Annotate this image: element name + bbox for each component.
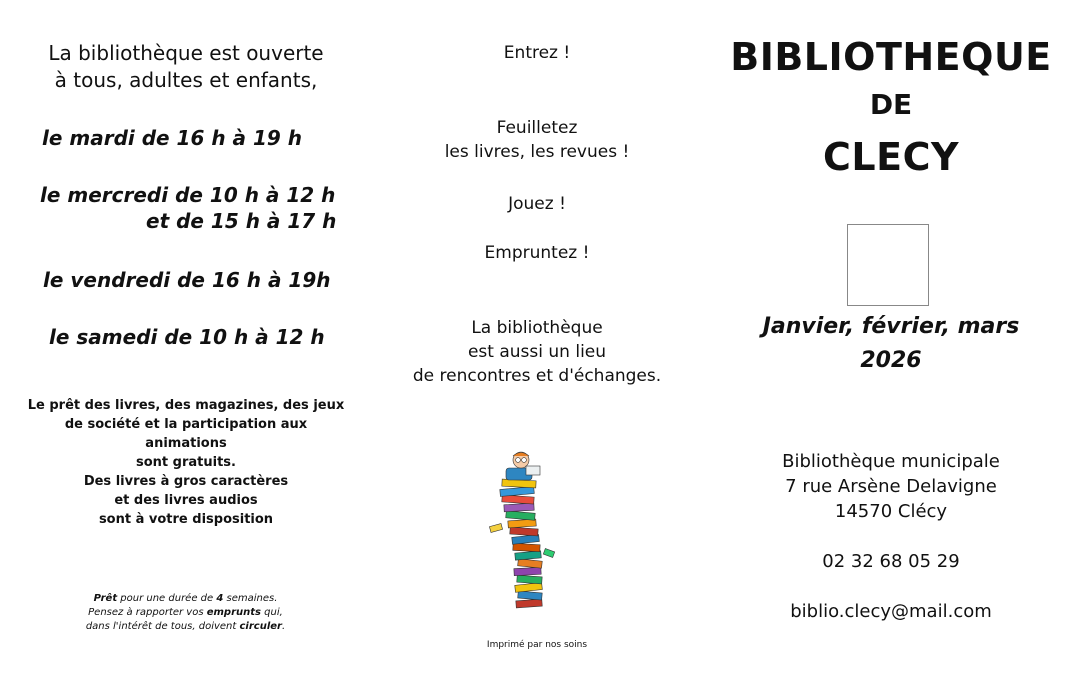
- lending-line: de société et la participation aux: [64, 417, 308, 432]
- hours-line: le vendredi de 16 h à 19h: [43, 268, 331, 292]
- meeting-line: La bibliothèque: [471, 318, 603, 338]
- middle-panel: [372, 0, 702, 675]
- period-line: 2026: [860, 348, 922, 373]
- lending-info: [0, 396, 372, 529]
- browse-line: Feuilletez: [496, 118, 578, 138]
- play-text: Jouez !: [508, 194, 566, 214]
- library-title-town: CLECY: [823, 135, 959, 179]
- address-line: 7 rue Arsène Delavigne: [785, 476, 997, 497]
- address-line: Bibliothèque municipale: [782, 451, 1000, 472]
- right-panel: [702, 0, 1080, 675]
- printed-credit: Imprimé par nos soins: [486, 640, 588, 650]
- loan-note-line: dans l'intérêt de tous, doivent circuler.: [85, 621, 286, 632]
- intro-line: La bibliothèque est ouverte: [48, 41, 324, 65]
- opening-intro: [0, 40, 372, 94]
- borrow-text: Empruntez !: [484, 243, 590, 263]
- browse-line: les livres, les revues !: [444, 142, 630, 162]
- phone-number: 02 32 68 05 29: [822, 551, 960, 572]
- loan-note: [0, 592, 372, 634]
- hours-wednesday: [40, 182, 372, 234]
- postal-address: [702, 449, 1080, 524]
- lending-line: animations: [145, 436, 227, 451]
- logo-placeholder: [847, 224, 929, 306]
- lending-line: et des livres audios: [114, 493, 258, 508]
- loan-note-line: Pensez à rapporter vos emprunts qui,: [88, 607, 283, 618]
- hours-line: le mercredi de 10 h à 12 h: [40, 183, 336, 207]
- email-address[interactable]: biblio.clecy@mail.com: [790, 601, 992, 622]
- hours-line: le samedi de 10 h à 12 h: [49, 325, 325, 349]
- meeting-line: est aussi un lieu: [467, 342, 607, 362]
- period-line: Janvier, février, mars: [762, 314, 1020, 339]
- browse-text: [372, 116, 702, 164]
- hours-line: le mardi de 16 h à 19 h: [42, 126, 303, 150]
- enter-text: Entrez !: [503, 43, 571, 63]
- loan-note-line: Prêt pour une durée de 4 semaines.: [93, 593, 278, 604]
- lending-line: sont gratuits.: [136, 455, 236, 470]
- lending-line: sont à votre disposition: [98, 512, 274, 527]
- hours-friday: [43, 267, 372, 293]
- lending-line: Des livres à gros caractères: [83, 474, 289, 489]
- left-panel: [0, 0, 372, 675]
- library-title: BIBLIOTHEQUE: [730, 35, 1052, 79]
- lending-line: Le prêt des livres, des magazines, des jeux: [27, 398, 345, 413]
- reader-on-book-stack-icon: [488, 450, 578, 620]
- hours-line: et de 15 h à 17 h: [146, 209, 337, 233]
- meeting-text: [372, 316, 702, 388]
- library-title-de: DE: [869, 88, 913, 121]
- hours-saturday: [49, 324, 372, 350]
- address-line: 14570 Clécy: [834, 501, 948, 522]
- intro-line: à tous, adultes et enfants,: [54, 68, 318, 92]
- hours-tuesday: [42, 125, 372, 151]
- meeting-line: de rencontres et d'échanges.: [412, 366, 662, 386]
- programme-period: [702, 310, 1080, 378]
